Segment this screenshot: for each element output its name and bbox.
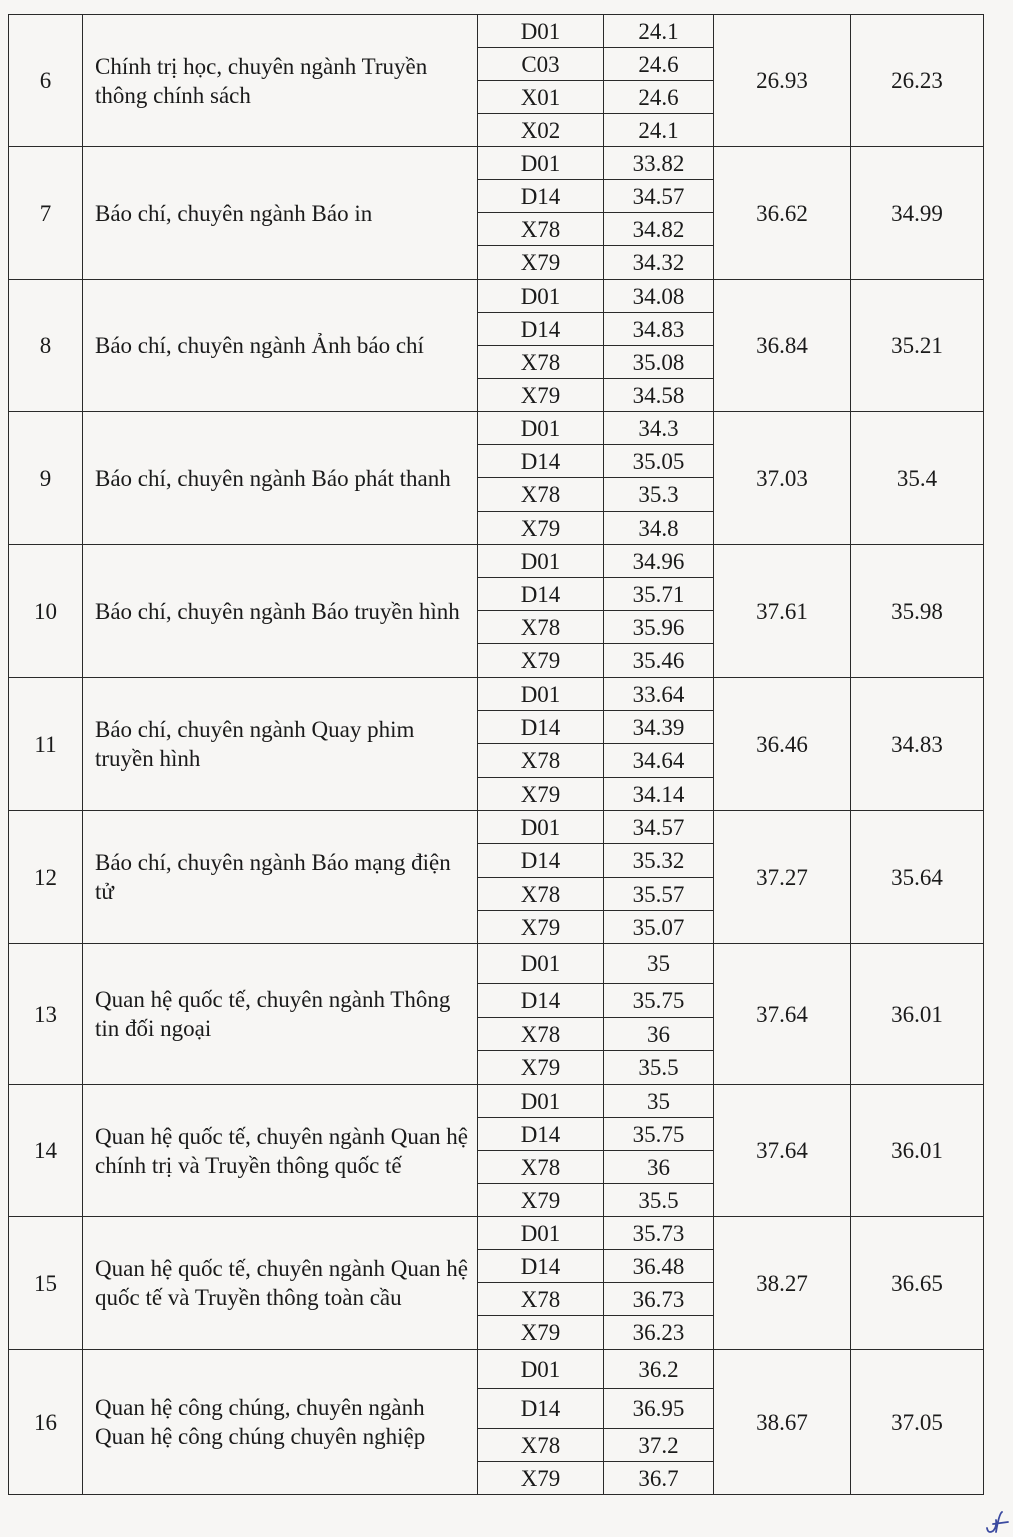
row-number: 16: [9, 1350, 83, 1495]
subject-combination-score: 24.1: [604, 15, 714, 48]
subject-combination-code: X79: [478, 246, 604, 280]
score-column-a: 37.27: [714, 811, 851, 944]
row-number: 10: [9, 545, 83, 678]
score-column-b: 26.23: [851, 15, 984, 147]
subject-combination-code: X79: [478, 379, 604, 412]
table-row: [9, 678, 984, 711]
subject-combination-code: X78: [478, 611, 604, 644]
subject-combination-code: D01: [478, 280, 604, 313]
subject-combination-code: X78: [478, 878, 604, 911]
subject-combination-score: 24.6: [604, 48, 714, 81]
program-name: Báo chí, chuyên ngành Báo in: [83, 147, 478, 280]
score-column-b: 34.99: [851, 147, 984, 280]
subject-combination-score: 34.58: [604, 379, 714, 412]
subject-combination-score: 35.46: [604, 644, 714, 678]
score-column-a: 37.03: [714, 412, 851, 545]
subject-combination-score: 34.8: [604, 512, 714, 545]
subject-combination-score: 35.57: [604, 878, 714, 911]
score-column-a: 36.46: [714, 678, 851, 811]
subject-combination-score: 36.7: [604, 1462, 714, 1495]
row-number: 12: [9, 811, 83, 944]
program-name: Chính trị học, chuyên ngành Truyền thông chính sách: [83, 15, 478, 147]
subject-combination-code: D14: [478, 1118, 604, 1151]
score-column-a: 26.93: [714, 15, 851, 147]
subject-combination-code: X78: [478, 1018, 604, 1051]
subject-combination-code: X79: [478, 644, 604, 678]
subject-combination-code: D01: [478, 15, 604, 48]
program-name: Quan hệ quốc tế, chuyên ngành Quan hệ chính trị và Truyền thông quốc tế: [83, 1085, 478, 1217]
table-row: [9, 15, 984, 48]
subject-combination-code: D14: [478, 313, 604, 346]
subject-combination-score: 36.2: [604, 1350, 714, 1389]
subject-combination-score: 35.07: [604, 911, 714, 944]
subject-combination-score: 35.5: [604, 1051, 714, 1085]
subject-combination-score: 36: [604, 1018, 714, 1051]
score-column-a: 38.27: [714, 1217, 851, 1350]
subject-combination-score: 34.32: [604, 246, 714, 280]
subject-combination-code: X79: [478, 1316, 604, 1350]
subject-combination-code: D14: [478, 1389, 604, 1429]
subject-combination-code: D14: [478, 844, 604, 878]
score-column-a: 38.67: [714, 1350, 851, 1495]
subject-combination-score: 35.73: [604, 1217, 714, 1250]
program-name: Báo chí, chuyên ngành Báo phát thanh: [83, 412, 478, 545]
subject-combination-code: X79: [478, 1462, 604, 1495]
subject-combination-score: 35.32: [604, 844, 714, 878]
score-column-a: 37.64: [714, 944, 851, 1085]
table-row: [9, 412, 984, 445]
handwritten-initial-mark: [984, 1510, 1012, 1536]
subject-combination-score: 34.08: [604, 280, 714, 313]
subject-combination-score: 24.1: [604, 114, 714, 147]
subject-combination-score: 34.57: [604, 811, 714, 844]
row-number: 15: [9, 1217, 83, 1350]
subject-combination-code: D01: [478, 678, 604, 711]
subject-combination-code: X78: [478, 1283, 604, 1316]
subject-combination-code: X79: [478, 1184, 604, 1217]
subject-combination-code: D01: [478, 1085, 604, 1118]
row-number: 7: [9, 147, 83, 280]
table-body: [9, 15, 984, 1495]
subject-combination-score: 36.48: [604, 1250, 714, 1283]
subject-combination-code: D01: [478, 545, 604, 578]
score-column-a: 37.61: [714, 545, 851, 678]
row-number: 6: [9, 15, 83, 147]
subject-combination-score: 34.3: [604, 412, 714, 445]
row-number: 14: [9, 1085, 83, 1217]
subject-combination-code: X01: [478, 81, 604, 114]
subject-combination-score: 33.82: [604, 147, 714, 180]
subject-combination-code: X78: [478, 213, 604, 246]
program-name: Quan hệ công chúng, chuyên ngành Quan hệ công chúng chuyên nghiệp: [83, 1350, 478, 1495]
subject-combination-score: 35: [604, 944, 714, 984]
program-name: Báo chí, chuyên ngành Quay phim truyền hình: [83, 678, 478, 811]
row-number: 11: [9, 678, 83, 811]
subject-combination-score: 35.5: [604, 1184, 714, 1217]
row-number: 13: [9, 944, 83, 1085]
program-name: Báo chí, chuyên ngành Ảnh báo chí: [83, 280, 478, 412]
subject-combination-score: 34.64: [604, 744, 714, 778]
subject-combination-code: D01: [478, 1350, 604, 1389]
subject-combination-code: X78: [478, 346, 604, 379]
score-column-b: 35.4: [851, 412, 984, 545]
subject-combination-code: D14: [478, 578, 604, 611]
table-row: [9, 944, 984, 984]
table-row: [9, 280, 984, 313]
subject-combination-code: D01: [478, 1217, 604, 1250]
subject-combination-score: 36.95: [604, 1389, 714, 1429]
score-table-sheet: [8, 14, 983, 1495]
row-number: 9: [9, 412, 83, 545]
subject-combination-score: 35.75: [604, 1118, 714, 1151]
score-column-b: 37.05: [851, 1350, 984, 1495]
subject-combination-score: 35.71: [604, 578, 714, 611]
subject-combination-code: D01: [478, 811, 604, 844]
subject-combination-score: 36: [604, 1151, 714, 1184]
table-row: [9, 147, 984, 180]
program-name: Báo chí, chuyên ngành Báo truyền hình: [83, 545, 478, 678]
subject-combination-score: 34.82: [604, 213, 714, 246]
subject-combination-code: D01: [478, 147, 604, 180]
table-row: [9, 1217, 984, 1250]
subject-combination-score: 35.08: [604, 346, 714, 379]
table-row: [9, 1085, 984, 1118]
subject-combination-score: 35.3: [604, 478, 714, 512]
program-name: Báo chí, chuyên ngành Báo mạng điện tử: [83, 811, 478, 944]
subject-combination-score: 34.83: [604, 313, 714, 346]
subject-combination-code: X78: [478, 1429, 604, 1462]
subject-combination-code: X78: [478, 744, 604, 778]
score-column-b: 36.65: [851, 1217, 984, 1350]
subject-combination-code: D14: [478, 180, 604, 213]
subject-combination-score: 37.2: [604, 1429, 714, 1462]
subject-combination-code: D01: [478, 412, 604, 445]
subject-combination-score: 34.57: [604, 180, 714, 213]
score-column-a: 36.62: [714, 147, 851, 280]
score-column-b: 34.83: [851, 678, 984, 811]
subject-combination-code: C03: [478, 48, 604, 81]
score-column-b: 35.98: [851, 545, 984, 678]
subject-combination-code: X78: [478, 1151, 604, 1184]
subject-combination-score: 35.75: [604, 984, 714, 1018]
score-column-a: 36.84: [714, 280, 851, 412]
subject-combination-score: 33.64: [604, 678, 714, 711]
table-row: [9, 811, 984, 844]
score-column-a: 37.64: [714, 1085, 851, 1217]
score-column-b: 36.01: [851, 1085, 984, 1217]
subject-combination-score: 34.14: [604, 778, 714, 811]
subject-combination-code: X79: [478, 778, 604, 811]
subject-combination-score: 35.05: [604, 445, 714, 478]
subject-combination-score: 24.6: [604, 81, 714, 114]
subject-combination-code: X79: [478, 1051, 604, 1085]
subject-combination-score: 35.96: [604, 611, 714, 644]
subject-combination-code: X78: [478, 478, 604, 512]
admission-score-table: [8, 14, 984, 1495]
subject-combination-score: 34.39: [604, 711, 714, 744]
subject-combination-code: X79: [478, 911, 604, 944]
subject-combination-code: D14: [478, 445, 604, 478]
subject-combination-code: D14: [478, 984, 604, 1018]
subject-combination-score: 34.96: [604, 545, 714, 578]
score-column-b: 35.21: [851, 280, 984, 412]
subject-combination-code: D01: [478, 944, 604, 984]
subject-combination-code: D14: [478, 1250, 604, 1283]
score-column-b: 35.64: [851, 811, 984, 944]
subject-combination-score: 36.73: [604, 1283, 714, 1316]
score-column-b: 36.01: [851, 944, 984, 1085]
subject-combination-score: 35: [604, 1085, 714, 1118]
subject-combination-code: D14: [478, 711, 604, 744]
subject-combination-score: 36.23: [604, 1316, 714, 1350]
subject-combination-code: X02: [478, 114, 604, 147]
program-name: Quan hệ quốc tế, chuyên ngành Quan hệ quốc tế và Truyền thông toàn cầu: [83, 1217, 478, 1350]
subject-combination-code: X79: [478, 512, 604, 545]
table-row: [9, 1350, 984, 1389]
program-name: Quan hệ quốc tế, chuyên ngành Thông tin đối ngoại: [83, 944, 478, 1085]
row-number: 8: [9, 280, 83, 412]
table-row: [9, 545, 984, 578]
